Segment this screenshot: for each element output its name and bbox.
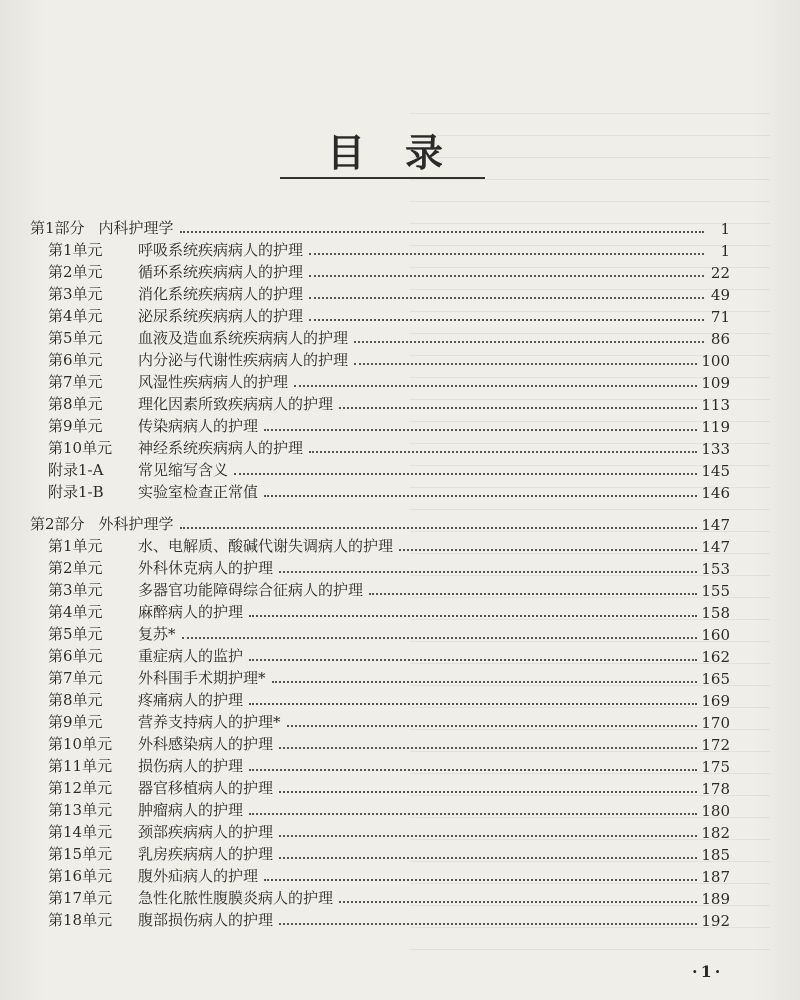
toc-entry-row (30, 458, 730, 480)
unit-number: 第8单元 (48, 691, 103, 709)
page-ref: 155 (701, 582, 730, 600)
unit-number: 第4单元 (48, 307, 103, 325)
dot-leader (294, 385, 697, 387)
dot-leader (339, 901, 697, 903)
dot-leader (279, 835, 697, 837)
toc-entry-row (30, 260, 730, 282)
page-ref: 146 (701, 484, 730, 502)
unit-number: 第12单元 (48, 779, 113, 797)
unit-number: 第13单元 (48, 801, 113, 819)
page-ref: 133 (701, 440, 730, 458)
unit-number: 第6单元 (48, 351, 103, 369)
page-ref: 180 (701, 802, 730, 820)
toc-entry-row (30, 238, 730, 260)
unit-title: 泌尿系统疾病病人的护理 (138, 307, 304, 325)
toc-entry-row (30, 886, 730, 908)
page-ref: 182 (701, 824, 730, 842)
toc-entry-row (30, 304, 730, 326)
dot-leader (279, 791, 697, 793)
page-ref: 178 (701, 780, 730, 798)
unit-number: 第6单元 (48, 647, 103, 665)
toc-entry-row (30, 600, 730, 622)
toc-entry-row (30, 776, 730, 798)
unit-title: 急性化脓性腹膜炎病人的护理 (138, 889, 334, 907)
page-title: 目录 (326, 130, 483, 175)
toc-entry-row (30, 820, 730, 842)
dot-leader (249, 813, 697, 815)
unit-number: 第2单元 (48, 559, 103, 577)
dot-leader (287, 725, 698, 727)
dot-leader (272, 681, 698, 683)
unit-title: 重症病人的监护 (138, 647, 244, 665)
dot-leader (182, 637, 698, 639)
toc-entry-row (30, 732, 730, 754)
unit-title: 神经系统疾病病人的护理 (138, 439, 304, 457)
unit-title: 外科感染病人的护理 (138, 735, 274, 753)
title-underline (280, 177, 485, 179)
unit-title: 多器官功能障碍综合征病人的护理 (138, 581, 364, 599)
unit-number: 第2单元 (48, 263, 103, 281)
unit-number: 第18单元 (48, 911, 113, 929)
page-ref: 147 (701, 538, 730, 556)
dot-leader (309, 319, 704, 321)
dot-leader (279, 747, 697, 749)
unit-number: 第17单元 (48, 889, 113, 907)
unit-title: 常见缩写含义 (138, 461, 229, 479)
unit-title: 风湿性疾病病人的护理 (138, 373, 289, 391)
unit-title: 肿瘤病人的护理 (138, 801, 244, 819)
toc-entry-row (30, 414, 730, 436)
unit-title: 复苏* (138, 625, 176, 643)
page-number: ·1· (692, 962, 724, 981)
toc-entry-row (30, 710, 730, 732)
page-ref: 160 (701, 626, 730, 644)
unit-number: 第1单元 (48, 241, 103, 259)
dot-leader (339, 407, 697, 409)
unit-number: 第11单元 (48, 757, 113, 775)
toc-part-row (30, 510, 730, 534)
dot-leader (249, 615, 697, 617)
toc-entry-row (30, 798, 730, 820)
page-ref: 185 (701, 846, 730, 864)
unit-title: 外科休克病人的护理 (138, 559, 274, 577)
unit-number: 第10单元 (48, 735, 113, 753)
toc-entry-row (30, 480, 730, 502)
dot-leader (279, 571, 697, 573)
unit-title: 疼痛病人的护理 (138, 691, 244, 709)
page-ref: 172 (701, 736, 730, 754)
unit-number: 第5单元 (48, 625, 103, 643)
toc-entry-row (30, 688, 730, 710)
unit-number: 第15单元 (48, 845, 113, 863)
dot-leader (264, 429, 697, 431)
page-ref: 113 (701, 396, 730, 414)
dot-leader (309, 297, 704, 299)
part-number: 第1部分 (30, 219, 85, 237)
page-ref: 192 (701, 912, 730, 930)
dot-leader (180, 231, 704, 233)
page-ref: 109 (701, 374, 730, 392)
dot-leader (264, 879, 697, 881)
unit-title: 实验室检查正常值 (138, 483, 259, 501)
page-ref: 169 (701, 692, 730, 710)
toc-entry-row (30, 666, 730, 688)
dot-leader (264, 495, 697, 497)
toc-entry-row (30, 282, 730, 304)
page-ref: 1 (720, 220, 730, 238)
toc-entry-row (30, 864, 730, 886)
part-title: 内科护理学 (98, 219, 174, 237)
toc-entry-row (30, 556, 730, 578)
unit-number: 附录1-B (48, 483, 104, 501)
dot-leader (249, 703, 697, 705)
page-ref: 86 (710, 330, 730, 348)
dot-leader (234, 473, 697, 475)
unit-title: 腹部损伤病人的护理 (138, 911, 274, 929)
unit-title: 血液及造血系统疾病病人的护理 (138, 329, 349, 347)
unit-title: 内分泌与代谢性疾病病人的护理 (138, 351, 349, 369)
part-number: 第2部分 (30, 515, 85, 533)
toc-entry-row (30, 622, 730, 644)
page-ref: 162 (701, 648, 730, 666)
unit-number: 第7单元 (48, 373, 103, 391)
unit-title: 呼吸系统疾病病人的护理 (138, 241, 304, 259)
toc-entry-row (30, 392, 730, 414)
toc-entry-row (30, 534, 730, 556)
page-ref: 147 (701, 516, 730, 534)
toc-entry-row (30, 754, 730, 776)
unit-title: 颈部疾病病人的护理 (138, 823, 274, 841)
unit-number: 第3单元 (48, 581, 103, 599)
toc-part-row (30, 214, 730, 238)
unit-title: 器官移植病人的护理 (138, 779, 274, 797)
page-ref: 175 (701, 758, 730, 776)
unit-number: 第5单元 (48, 329, 103, 347)
toc-entry-row (30, 436, 730, 458)
unit-title: 乳房疾病病人的护理 (138, 845, 274, 863)
unit-title: 损伤病人的护理 (138, 757, 244, 775)
unit-title: 消化系统疾病病人的护理 (138, 285, 304, 303)
unit-title: 外科围手术期护理* (138, 669, 266, 687)
page-ref: 153 (701, 560, 730, 578)
unit-title: 麻醉病人的护理 (138, 603, 244, 621)
toc-entry-row (30, 326, 730, 348)
table-of-contents (30, 214, 730, 930)
dot-leader (249, 659, 697, 661)
unit-number: 第7单元 (48, 669, 103, 687)
toc-entry-row (30, 370, 730, 392)
dot-leader (309, 451, 697, 453)
toc-entry-row (30, 348, 730, 370)
unit-title: 营养支持病人的护理* (138, 713, 281, 731)
dot-leader (309, 275, 704, 277)
toc-entry-row (30, 578, 730, 600)
unit-number: 第10单元 (48, 439, 113, 457)
page-ref: 158 (701, 604, 730, 622)
unit-number: 第9单元 (48, 417, 103, 435)
page-ref: 49 (710, 286, 730, 304)
dot-leader (279, 923, 697, 925)
part-title: 外科护理学 (98, 515, 174, 533)
unit-title: 腹外疝病人的护理 (138, 867, 259, 885)
page-ref: 119 (701, 418, 730, 436)
dot-leader (249, 769, 697, 771)
page-ref: 187 (701, 868, 730, 886)
unit-number: 附录1-A (48, 461, 104, 479)
unit-title: 水、电解质、酸碱代谢失调病人的护理 (138, 537, 394, 555)
unit-number: 第9单元 (48, 713, 103, 731)
toc-entry-row (30, 644, 730, 666)
page-ref: 165 (701, 670, 730, 688)
dot-leader (354, 341, 704, 343)
page-ref: 100 (701, 352, 730, 370)
unit-number: 第16单元 (48, 867, 113, 885)
page-ref: 145 (701, 462, 730, 480)
dot-leader (354, 363, 697, 365)
page-ref: 22 (710, 264, 730, 282)
dot-leader (369, 593, 697, 595)
toc-entry-row (30, 908, 730, 930)
dot-leader (309, 253, 704, 255)
page-ref: 1 (720, 242, 730, 260)
toc-entry-row (30, 842, 730, 864)
unit-title: 传染病病人的护理 (138, 417, 259, 435)
dot-leader (279, 857, 697, 859)
unit-title: 理化因素所致疾病病人的护理 (138, 395, 334, 413)
page-ref: 170 (701, 714, 730, 732)
unit-number: 第4单元 (48, 603, 103, 621)
dot-leader (399, 549, 697, 551)
unit-number: 第14单元 (48, 823, 113, 841)
unit-number: 第8单元 (48, 395, 103, 413)
page-ref: 189 (701, 890, 730, 908)
dot-leader (180, 527, 698, 529)
unit-title: 循环系统疾病病人的护理 (138, 263, 304, 281)
unit-number: 第3单元 (48, 285, 103, 303)
page-ref: 71 (710, 308, 730, 326)
unit-number: 第1单元 (48, 537, 103, 555)
